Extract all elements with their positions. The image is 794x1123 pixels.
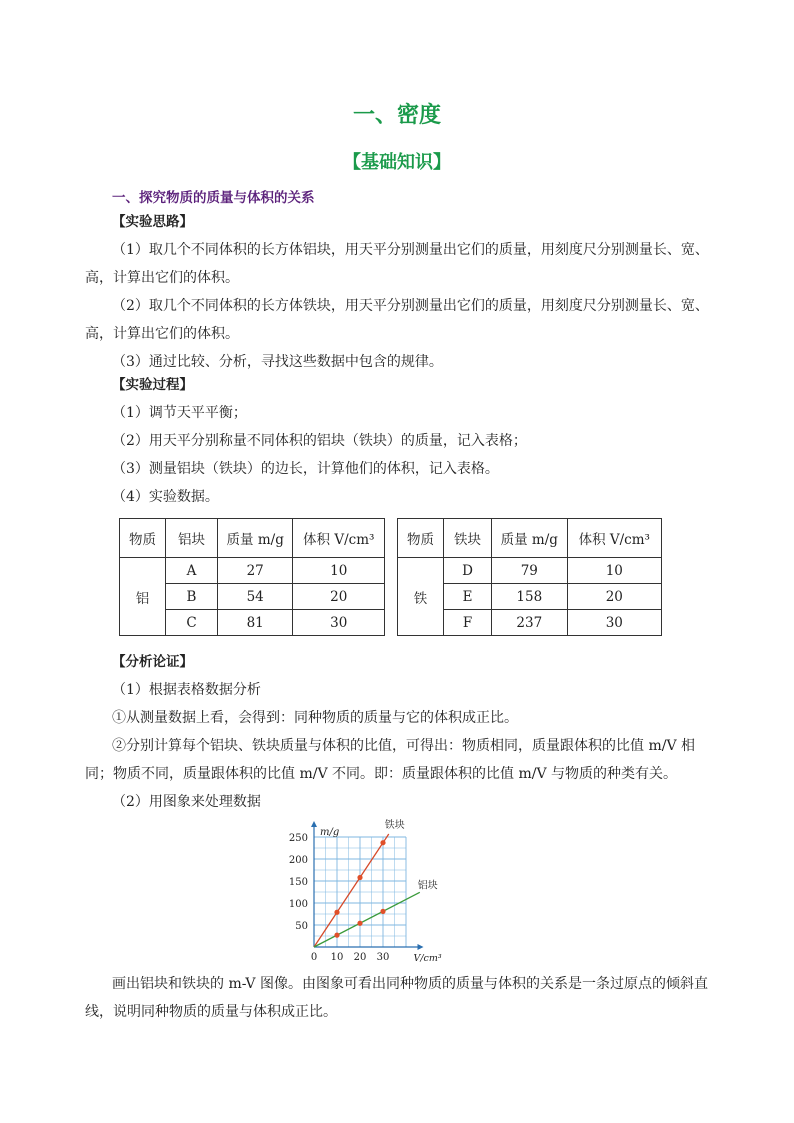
y-axis-label: m/g (320, 827, 340, 838)
volume-value: 10 (567, 558, 661, 584)
data-point (334, 933, 339, 938)
mass-value: 81 (217, 610, 293, 636)
data-point (380, 909, 385, 914)
process-step-2: （2）用天平分别称量不同体积的铝块（铁块）的质量，记入表格； (112, 433, 527, 449)
series-label: 铁块 (384, 820, 405, 832)
idea-step-2: （2）取几个不同体积的长方体铁块，用天平分别测量出它们的质量，用刻度尺分别测量长、宽、高，计算出它们的体积。 (85, 298, 709, 342)
analysis-point-2: ②分别计算每个铝块、铁块质量与体积的比值，可得出：物质相同，质量跟体积的比值 m/V 相同；物质不同，质量跟体积的比值 m/V 不同。即：质量跟体积的比值 m/V 与物质的种类有关。 (85, 738, 696, 782)
sample-id: E (444, 584, 492, 610)
series-label: 铝块 (417, 880, 438, 892)
x-tick-label: 20 (353, 952, 367, 963)
volume-value: 30 (293, 610, 385, 636)
conclusion-text: 画出铝块和铁块的 m-V 图像。由图象可看出同种物质的质量与体积的关系是一条过原点的倾斜直线，说明同种物质的质量与体积成正比。 (85, 976, 708, 1020)
mass-value: 158 (492, 584, 568, 610)
header-block: 铝块 (166, 519, 218, 558)
analysis-label: 【分析论证】 (112, 654, 193, 670)
analysis-step-1: （1）根据表格数据分析 (112, 682, 261, 698)
conclusion (85, 970, 710, 1026)
material-cell: 铝 (120, 558, 166, 636)
data-point (357, 921, 362, 926)
idea-step-3: （3）通过比较、分析，寻找这些数据中包含的规律。 (112, 354, 443, 370)
idea-label: 【实验思路】 (112, 214, 193, 230)
mass-value: 237 (492, 610, 568, 636)
aluminum-table (119, 518, 385, 636)
header-material: 物质 (120, 519, 166, 558)
volume-value: 10 (293, 558, 385, 584)
x-tick-label: 10 (330, 952, 344, 963)
analysis-point-1: ①从测量数据上看，会得到：同种物质的质量与它的体积成正比。 (112, 710, 518, 726)
process-step-3: （3）测量铝块（铁块）的边长，计算他们的体积，记入表格。 (112, 461, 499, 477)
mass-value: 27 (217, 558, 293, 584)
x-tick-label: 30 (376, 952, 390, 963)
header-mass: 质量 m/g (492, 519, 568, 558)
idea-step-1: （1）取几个不同体积的长方体铝块，用天平分别测量出它们的质量，用刻度尺分别测量长、宽、高，计算出它们的体积。 (85, 242, 709, 286)
series-line (314, 892, 420, 947)
analysis (85, 648, 710, 816)
header-material: 物质 (398, 519, 444, 558)
volume-value: 20 (293, 584, 385, 610)
y-tick-label: 50 (295, 921, 308, 932)
header-mass: 质量 m/g (217, 519, 293, 558)
y-tick-label: 250 (288, 833, 308, 844)
mass-value: 79 (492, 558, 568, 584)
data-point (357, 875, 362, 880)
process-label: 【实验过程】 (112, 377, 193, 393)
section-heading: 一、探究物质的质量与体积的关系 (112, 190, 315, 206)
mass-volume-chart (280, 815, 480, 965)
sample-id: D (444, 558, 492, 584)
sample-id: F (444, 610, 492, 636)
material-cell: 铁 (398, 558, 444, 636)
process-step-1: （1）调节天平平衡； (112, 405, 247, 421)
x-axis-label: V/cm³ (413, 953, 442, 964)
header-volume: 体积 V/cm³ (567, 519, 661, 558)
process-step-4: （4）实验数据。 (112, 489, 219, 505)
x-axis-arrow (418, 944, 424, 950)
y-tick-label: 100 (288, 899, 308, 910)
y-axis-arrow (311, 821, 317, 827)
sample-id: A (166, 558, 218, 584)
mass-value: 54 (217, 584, 293, 610)
iron-table (397, 518, 662, 636)
y-tick-label: 200 (288, 855, 308, 866)
page-subtitle: 【基础知识】 (343, 152, 451, 173)
header-block: 铁块 (444, 519, 492, 558)
x-tick-label: 0 (310, 952, 318, 963)
data-point (380, 840, 385, 845)
sample-id: B (166, 584, 218, 610)
experiment-idea (85, 208, 710, 376)
data-point (334, 910, 339, 915)
experiment-process (85, 371, 710, 511)
y-tick-label: 150 (288, 877, 308, 888)
series-line (314, 834, 389, 947)
sample-id: C (166, 610, 218, 636)
volume-value: 20 (567, 584, 661, 610)
page-title: 一、密度 (352, 103, 441, 128)
analysis-step-2: （2）用图象来处理数据 (112, 794, 261, 810)
header-volume: 体积 V/cm³ (293, 519, 385, 558)
volume-value: 30 (567, 610, 661, 636)
